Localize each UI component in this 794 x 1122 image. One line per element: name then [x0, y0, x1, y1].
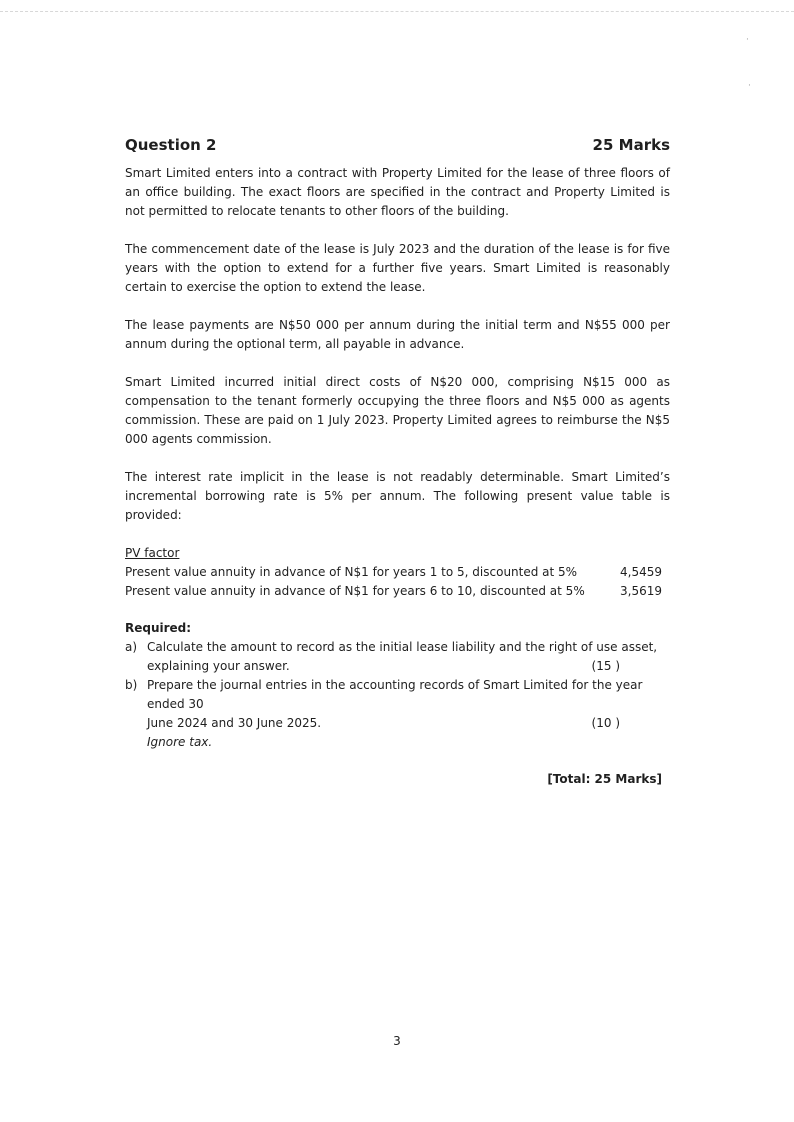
pv-row-value: 3,5619 [620, 584, 662, 598]
required-item-text: June 2024 and 30 June 2025. [147, 716, 322, 730]
required-item-letter: b) [125, 678, 138, 692]
paragraph-contract: Smart Limited enters into a contract with Property Limited for the lease of three floors of an office building. The exact floors are specified in the contract and Property Limited is not permitted to relocate tenants to other floors of the building. [125, 166, 670, 218]
pv-table-title: PV factor [125, 546, 180, 560]
pv-row-label: Present value annuity in advance of N$1 for years 1 to 5, discounted at 5% [125, 565, 578, 579]
question-marks: 25 Marks [592, 136, 670, 154]
required-item-body [147, 638, 670, 676]
question-document [125, 135, 670, 789]
required-item-letter: a) [125, 640, 138, 654]
required-title: Required: [125, 621, 192, 635]
required-item-a [125, 638, 670, 676]
paragraph-interest-rate: The interest rate implicit in the lease is not readably determinable. Smart Limited’s incremental borrowing rate is 5% per annum. The following present value table is provided: [125, 470, 670, 522]
pv-table [125, 544, 670, 601]
required-item-text: Calculate the amount to record as the initial lease liability and the right of use asset, [147, 640, 658, 654]
pv-row-label: Present value annuity in advance of N$1 for years 6 to 10, discounted at 5% [125, 584, 585, 598]
required-item-line [147, 714, 670, 733]
required-item-body [147, 676, 670, 752]
required-section [125, 619, 670, 752]
scan-edge-line [0, 11, 794, 12]
paragraph-direct-costs: Smart Limited incurred initial direct costs of N$20 000, comprising N$15 000 as compensation to the tenant formerly occupying the three floors and N$5 000 as agents commission. These are paid on 1 July 2023. Property Limited agrees to reimburse the N$5 000 agents commission. [125, 375, 670, 446]
question-header [125, 135, 670, 155]
required-item-text: explaining your answer. [147, 659, 290, 673]
page-number: 3 [393, 1034, 401, 1048]
required-item-line [147, 657, 670, 676]
scan-speck: · [748, 81, 751, 91]
ignore-tax-note: Ignore tax. [147, 735, 213, 749]
required-item-marks: (15 ) [591, 659, 620, 673]
question-title: Question 2 [125, 136, 217, 154]
pv-row-value: 4,5459 [620, 565, 662, 579]
total-marks: [Total: 25 Marks] [547, 772, 662, 786]
paragraph-commencement: The commencement date of the lease is July 2023 and the duration of the lease is for five years with the option to extend for a further five years. Smart Limited is reasonably certain to exercise the option to extend the lease. [125, 242, 670, 294]
required-item-b [125, 676, 670, 752]
paragraph-payments: The lease payments are N$50 000 per annum during the initial term and N$55 000 per annum during the optional term, all payable in advance. [125, 318, 670, 351]
required-item-text: Prepare the journal entries in the accounting records of Smart Limited for the year ended 30 [147, 678, 643, 711]
pv-table-row [125, 563, 670, 582]
scan-speck: · [746, 35, 749, 45]
pv-table-row [125, 582, 670, 601]
required-item-marks: (10 ) [591, 716, 620, 730]
